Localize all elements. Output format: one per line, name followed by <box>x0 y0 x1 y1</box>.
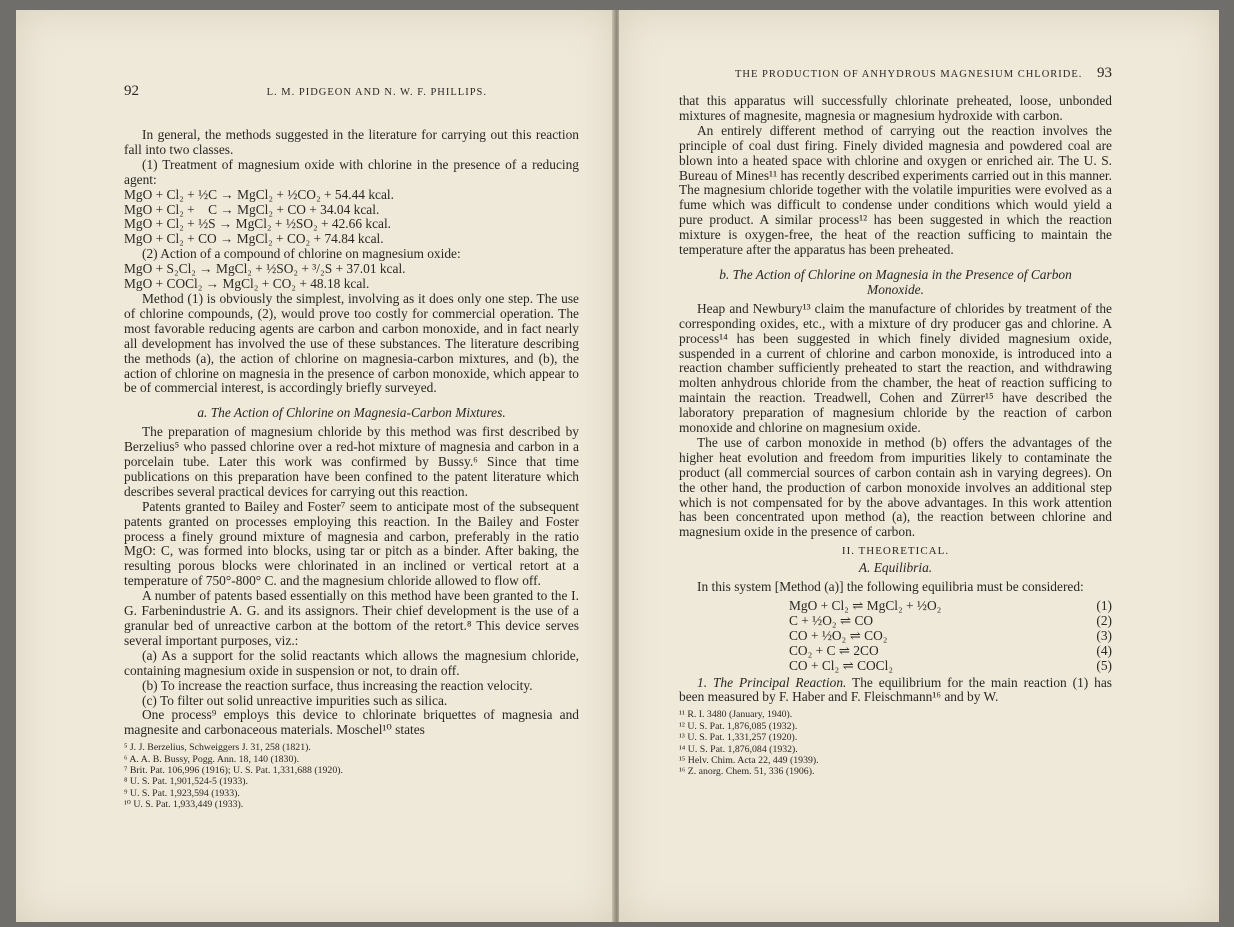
footnote: ⁵ J. J. Berzelius, Schweiggers J. 31, 258 (1821). <box>124 742 311 754</box>
continuation-paragraph: that this apparatus will successfully chlorinate preheated, loose, unbonded mixtures of magnesite, magnesia or magnesium hydroxide with carbon. <box>679 93 1112 123</box>
equation: MgO + S₂Cl₂ → MgCl₂ + ½SO₂ + ³/₂S + 37.01 kcal. <box>124 261 406 277</box>
preparation-paragraph: The preparation of magnesium chloride by this method was first described by Berzelius⁵ who passed chlorine over a red-hot mixture of magnesia and carbon in a porcelain tube. Later this work was confirmed by Bussy.⁶ Since that time publications on this preparation have been confined to the patent literature which describes several practical devices for carrying out this reaction. <box>124 424 579 499</box>
left-running-head <box>124 84 579 106</box>
principal-reaction-text: The equilibrium for the main reaction (1) has been measured by F. Haber and F. Fleischmann¹⁶ and by W. <box>679 674 1112 705</box>
equilibrium-row <box>679 659 1112 674</box>
equilibrium-row <box>679 644 1112 659</box>
equilibrium-row <box>679 614 1112 629</box>
footnote: ⁷ Brit. Pat. 106,996 (1916); U. S. Pat. 1,331,688 (1920). <box>124 765 343 777</box>
class-1-paragraph: (1) Treatment of magnesium oxide with chlorine in the presence of a reducing agent: <box>124 156 579 187</box>
principal-reaction-heading: 1. The Principal Reaction. <box>697 674 847 690</box>
right-running-head <box>679 66 1112 88</box>
footnote: ¹³ U. S. Pat. 1,331,257 (1920). <box>679 732 798 744</box>
coal-dust-paragraph: An entirely different method of carrying out the reaction involves the principle of coal dust firing. Finely divided magnesia and powdered coal are blown into a heated space with chlorine and oxygen or enriched air. The U. S. Bureau of Mines¹¹ has recently described experiments carried out in this manner. The magnesium chloride together with the volatile impurities were evolved as a fume which was difficult to condense under conditions which would yield a pure product. A similar process¹² has been suggested in which the reaction mixture is oxygen-free, the heat of the reaction sufficing to maintain the temperature after the apparatus has been preheated. <box>679 122 1112 258</box>
footnote: ¹⁵ Helv. Chim. Acta 22, 449 (1939). <box>679 754 819 766</box>
left-running-title: L. M. PIDGEON AND N. W. F. PHILLIPS. <box>266 87 487 98</box>
equation: MgO + COCl₂ → MgCl₂ + CO₂ + 48.18 kcal. <box>124 276 370 292</box>
patents-paragraph: Patents granted to Bailey and Foster⁷ seem to anticipate most of the subsequent patents granted on processes employing this reaction. In the Bailey and Foster process a finely ground mixture of magnesia and carbon, preferably in the ratio MgO: C, was formed into blocks, using tar or pitch as a binder. After baking, the resulting porous blocks were chlorinated in an inclined or vertical retort at a temperature of 750°-800° C. and the magnesium chloride allowed to flow off. <box>124 498 579 589</box>
equation: MgO + Cl₂ + ½S → MgCl₂ + ½SO₂ + 42.66 kcal. <box>124 216 392 232</box>
right-running-title: THE PRODUCTION OF ANHYDROUS MAGNESIUM CHLORIDE. <box>735 69 1083 80</box>
footnote: ¹¹ R. I. 3480 (January, 1940). <box>679 709 793 721</box>
equilibrium-equation: CO + ½O₂ ⇌ CO₂ <box>789 627 888 643</box>
principal-reaction-paragraph <box>679 676 1112 706</box>
equilibrium-equation: C + ½O₂ ⇌ CO <box>789 612 874 628</box>
left-page-content <box>124 84 579 811</box>
equilibrium-number: (5) <box>1096 657 1112 673</box>
equilibrium-equation: CO₂ + C ⇌ 2CO <box>789 642 879 658</box>
section-ii-heading: II. THEORETICAL. <box>841 545 950 558</box>
left-footnotes <box>124 742 579 810</box>
number-of-patents-paragraph: A number of patents based essentially on this method have been granted to the I. G. Farbenindustrie A. G. and its assignors. Their chief development is the use of a granular bed of unreactive carbon at the bottom of the retort.⁸ This device serves several important purposes, viz.: <box>124 588 579 648</box>
left-page-number: 92 <box>124 83 139 99</box>
footnote: ⁶ A. A. B. Bussy, Pogg. Ann. 18, 140 (1830). <box>124 753 300 765</box>
right-page <box>619 10 1219 922</box>
equilibrium-row <box>679 599 1112 614</box>
class-2-paragraph: (2) Action of a compound of chlorine on magnesium oxide: <box>142 246 461 262</box>
footnote: ⁸ U. S. Pat. 1,901,524-5 (1933). <box>124 776 248 788</box>
left-page <box>16 10 614 922</box>
footnote: ¹⁰ U. S. Pat. 1,933,449 (1933). <box>124 799 244 811</box>
equilibrium-number: (3) <box>1096 627 1112 643</box>
carbon-monoxide-paragraph: The use of carbon monoxide in method (b) offers the advantages of the higher heat evolution and freedom from impurities likely to contaminate the product (all commercial sources of carbon contain ash in varying degrees). On the other hand, the production of carbon monoxide involves an additional step which is not compensated for by the above advantages. In this work attention has been concentrated upon method (a), the reaction between chlorine and magnesium oxide in the presence of carbon. <box>679 434 1112 540</box>
equilibrium-row <box>679 629 1112 644</box>
right-page-content <box>679 66 1112 778</box>
right-page-number: 93 <box>1097 65 1112 81</box>
purpose-c: (c) To filter out solid unreactive impurities such as silica. <box>142 692 448 708</box>
equation: MgO + Cl₂ + ½C → MgCl₂ + ½CO₂ + 54.44 kcal. <box>124 186 395 202</box>
system-paragraph: In this system [Method (a)] the following equilibria must be considered: <box>697 579 1084 595</box>
section-b-heading: b. The Action of Chlorine on Magnesia in the Presence of Carbon Monoxide. <box>719 266 1072 297</box>
equilibrium-equation: CO + Cl₂ ⇌ COCl₂ <box>789 657 894 673</box>
purpose-b: (b) To increase the reaction surface, thus increasing the reaction velocity. <box>142 677 533 693</box>
equilibrium-number: (2) <box>1096 612 1112 628</box>
footnote: ⁹ U. S. Pat. 1,923,594 (1933). <box>124 787 240 799</box>
footnote: ¹⁶ Z. anorg. Chem. 51, 336 (1906). <box>679 766 815 778</box>
footnote: ¹² U. S. Pat. 1,876,085 (1932). <box>679 720 798 732</box>
footnote: ¹⁴ U. S. Pat. 1,876,084 (1932). <box>679 743 798 755</box>
equation: MgO + Cl₂ + C → MgCl₂ + CO + 34.04 kcal. <box>124 201 380 217</box>
equation-group-1 <box>124 188 579 248</box>
one-process-paragraph: One process⁹ employs this device to chlorinate briquettes of magnesia and magnesite and carbonaceous materials. Moschel¹⁰ states <box>124 707 579 738</box>
purpose-a: (a) As a support for the solid reactants which allows the magnesium chloride, containing magnesium oxide in suspension or not, to drain off. <box>124 647 579 678</box>
equilibria-list <box>679 599 1112 674</box>
equation-group-2 <box>124 262 579 292</box>
section-a-heading: a. The Action of Chlorine on Magnesia-Carbon Mixtures. <box>197 405 506 421</box>
section-equilibria-heading: A. Equilibria. <box>858 560 933 576</box>
equilibrium-number: (4) <box>1096 642 1112 658</box>
equation: MgO + Cl₂ + CO → MgCl₂ + CO₂ + 74.84 kcal. <box>124 231 384 247</box>
heap-newbury-paragraph: Heap and Newbury¹³ claim the manufacture of chlorides by treatment of the corresponding oxides, etc., with a mixture of dry producer gas and chlorine. A process¹⁴ has been suggested in which finely divided magnesium oxide, suspended in a current of chlorine and carbon monoxide, is introduced into a reaction chamber sufficiently preheated to start the reaction, and withdrawing molten anhydrous chloride from the chamber, the heat of reaction sufficing to maintain the reaction. Treadwell, Cohen and Zürrer¹⁵ have described the laboratory preparation of magnesium chloride by the reaction of carbon monoxide and chlorine on magnesium oxide. <box>679 300 1112 436</box>
equilibrium-equation: MgO + Cl₂ ⇌ MgCl₂ + ½O₂ <box>789 598 942 613</box>
method-1-paragraph: Method (1) is obviously the simplest, involving as it does only one step. The use of chlorine compounds, (2), would prove too costly for commercial operation. The most favorable reducing agents are carbon and carbon monoxide, and in fact nearly all development has involved the use of these substances. The literature describing the methods (a), the action of chlorine on magnesia-carbon mixtures, and (b), the action of chlorine on magnesia in the presence of carbon monoxide, which appear to be of commercial interest, is accordingly briefly surveyed. <box>124 290 579 396</box>
right-footnotes <box>679 709 1112 777</box>
intro-paragraph: In general, the methods suggested in the literature for carrying out this reaction fall into two classes. <box>124 127 579 157</box>
equilibrium-number: (1) <box>1096 598 1112 613</box>
